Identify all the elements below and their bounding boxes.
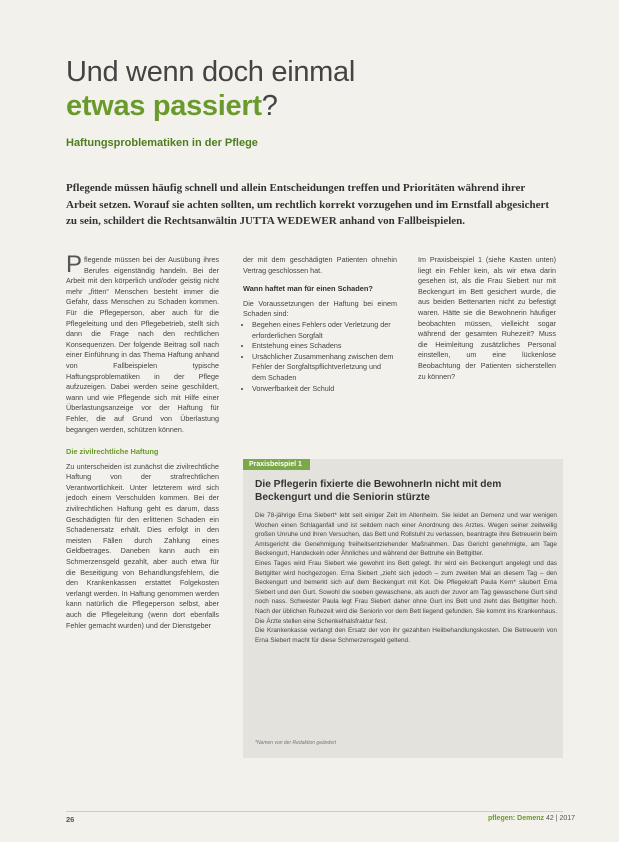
column-1 — [66, 251, 219, 631]
page-title-line2 — [66, 90, 278, 123]
page-title-question-mark: ? — [261, 90, 278, 122]
footer-divider — [66, 811, 563, 812]
magazine-name: pflegen: Demenz — [488, 815, 545, 822]
page-subtitle: Haftungsproblematiken in der Pflege — [66, 137, 258, 149]
question-paragraph: Die Voraussetzungen der Haftung bei einem Schaden sind: — [243, 298, 397, 319]
page-title-line1: Und wenn doch einmal — [66, 56, 356, 88]
list-item: • Entstehung eines Schadens — [252, 341, 397, 352]
intro-paragraph — [66, 251, 219, 435]
list-item: • Ursächlicher Zusammenhang zwischen dem Fehler der Sorgfaltspflichtverletzung und dem Schaden — [252, 352, 397, 384]
case-paragraph: Die 78-jährige Erna Siebert* lebt seit einiger Zeit im Altenheim. Sie leidet an Demenz und war wenigen Wochen einen Schlaganfall und ist seitdem nach einer Anordnung des Arztes. Wegen seiner zeitweilig großen Unruhe und ihren Versuchen, das Bett und Rollstuhl zu verlassen, beantragte ihre Betreuerin beim Amtsgericht die Genehmigung freiheitsentziehender Maßnahmen. Das Gericht genehmigte, am Tage Beckengurt, Handeckeln oder Ähnliches und während der Bettruhe ein Bettgitter. — [255, 512, 557, 558]
magazine-issue: 42 | 2017 — [545, 815, 576, 822]
page-title-highlight: etwas passiert — [66, 90, 262, 122]
question-heading: Wann haftet man für einen Schaden? — [243, 284, 373, 294]
intro-text: flegende müssen bei der Ausübung ihres Berufes eigenständig handeln. Bei der Arbeit mit den körperlich und/oder geistig nicht mehr „fitten“ Menschen besteht immer die Gefahr, dass Menschen zu Schaden kommen. Für die Pflegeperson, aber auch für die Pflegeleitung und den Pflegebetrieb, stellt sich dann die Frage nach den rechtlichen Konsequenzen. Der folgende Beitrag soll nach einer Einführung in das Thema Haftung anhand von Fallbeispielen typische Haftungsproblematiken in der Pflege aufzuzeigen. Dabei werden seine geschildert, wann und wie Pflegende sich mit Hilfe einer Überlastungsanzeige vor der Haftung für Fehler, die auf Grund von Überlastung begangen werden, schützen können. — [66, 255, 219, 434]
section-paragraph: Zu unterscheiden ist zunächst die zivilrechtliche Haftung von der strafrechtlichen Verantwortlichkeit. Unter letzterem wird sich jedoch einem Verschulden kommen. Bei der zivilrechtlichen Haftung geht es darum, dass Geschädigten für den erlittenen Schaden ein Schadenersatz erhält. Dies erfolgt in den meisten Fällen durch Zahlung eines Geldbetrages. Daneben kann auch ein Schmerzensgeld gezahlt, aber auch etwa für die Beseitigung von Behandlungsfehlern, die den Krankenkassen erstattet Folgekosten verlangt werden. In Haftung genommen werden kann natürlich die Pflegeperson selbst, aber auch die Pflegeleitung (wenn dort ebenfalls Fehler gemacht wurden) und der Dienstgeber — [66, 461, 219, 630]
case-study-title: Die Pflegerin fixierte die BewohnerIn nicht mit dem Beckengurt und die Seniorin stürzte — [255, 479, 502, 503]
column-3 — [418, 255, 556, 382]
column-3-paragraph: Im Praxisbeispiel 1 (siehe Kasten unten) liegt ein Fehler kein, als wir etwa darin gesehen ist, als die Frau Siebert nur mit Beckengurt im Bett gesichert wurde, die aus beiden Bettenarten nicht zu befestigt waren. Hätte sie die Bewohnerin häufiger beobachten müssen, vielleicht sogar während der gesamten Ruhezeit? Muss die Heimleitung zusätzliches Personal einstellen, um eine lückenlose Beobachtung der Patienten sicherstellen zu können? — [418, 255, 556, 381]
list-item: • Begehen eines Fehlers oder Verletzung der erforderlichen Sorgfalt — [252, 320, 397, 341]
lead-paragraph: Pflegende müssen häufig schnell und allein Entscheidungen treffen und Prioritäten während ihrer Arbeit setzen. Worauf sie achten sollten, um rechtlich korrekt vorzugehen und im Ernstfall abgesichert zu sein, schildert die Rechtsanwältin JUTTA WEDEWER anhand von Fallbeispielen. — [66, 182, 550, 227]
case-paragraph: Eines Tages wird Frau Siebert wie gewohnt ins Bett gelegt. Ihr wird ein Beckengurt angelegt und das Bettgitter wird hochgezogen. Erna Siebert „zieht sich jedoch – zum zweiten Mal an diesem Tag – den Beckengurt und bemerkt sich auf dem Beckengurt mit Kot. Die Pflegekraft Paula Kern* säubert Erna Siebert und den Gurt. Sowohl die soeben gewaschene, als auch der zuvor am Tag gewaschene Gurt sind noch nass. Schwester Paula legt Frau Siebert daher ohne Gurt ins Bett und zieht das Bettgitter hoch. Nach der üblichen Ruhezeit wird die Seniorin vor dem Bett liegend gefunden. Sie kommt ins Krankenhaus. Die Ärzte stellen eine Schenkelhalsfraktur fest. — [255, 559, 557, 625]
section-heading: Die zivilrechtliche Haftung — [66, 447, 159, 457]
case-study-tag: Praxisbeispiel 1 — [243, 459, 310, 470]
liability-conditions-list — [243, 320, 397, 394]
drop-cap: P — [66, 251, 83, 278]
case-study-box — [243, 459, 563, 758]
magazine-footer — [488, 815, 575, 822]
column-2 — [243, 255, 397, 394]
list-item: • Vorwerfbarkeit der Schuld — [252, 384, 397, 395]
case-study-body — [255, 511, 557, 645]
column-2-intro: der mit dem geschädigten Patienten ohnehin Vertrag geschlossen hat. — [243, 255, 397, 275]
page-number: 26 — [66, 815, 75, 824]
case-study-footnote: *Namen von der Redaktion geändert — [255, 740, 337, 746]
case-paragraph: Die Krankenkasse verlangt den Ersatz der von ihr gezahlten Heilbehandlungskosten. Die Betreuerin von Erna Siebert macht für diese Schmerzensgeld geltend. — [255, 627, 557, 644]
